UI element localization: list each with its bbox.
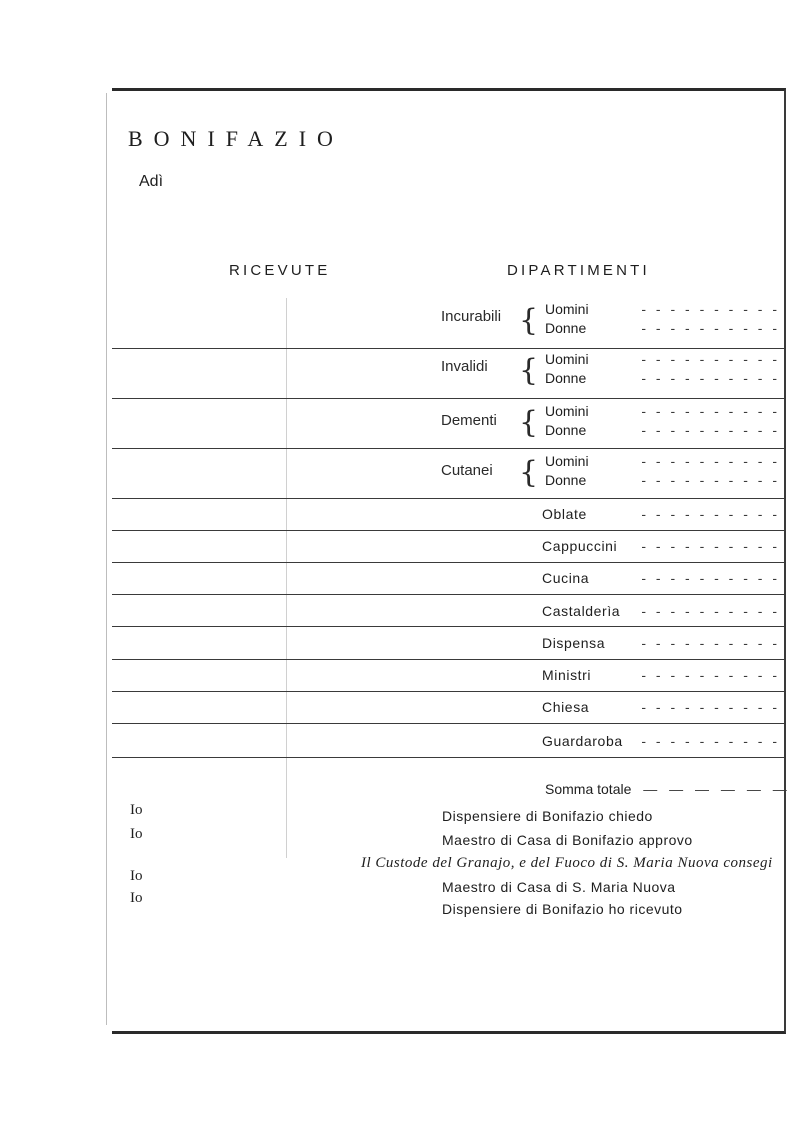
department-label: Guardaroba (542, 733, 623, 749)
row-cappuccini (112, 530, 784, 563)
total-fill: — — — — — — (643, 781, 791, 797)
dash-fill: - - - - - - - - - - (641, 538, 780, 554)
men-label: Uomini (545, 403, 589, 419)
row-oblate (112, 498, 784, 531)
department-label: Cucina (542, 570, 590, 586)
brace-icon: { (519, 303, 539, 338)
brace-icon: { (519, 455, 539, 490)
dash-fill: - - - - - - - - - - (641, 570, 780, 586)
row-chiesa (112, 691, 784, 724)
signature-maestro-approvo: Maestro di Casa di Bonifazio approvo (442, 832, 693, 848)
brace-icon: { (519, 405, 539, 440)
total-line (545, 781, 791, 797)
dash-fill: - - - - - - - - - - (641, 506, 780, 522)
brace-icon: { (519, 353, 539, 388)
row-ministri (112, 659, 784, 692)
total-label: Somma totale (545, 781, 632, 797)
dash-fill: - - - - - - - - - - (641, 403, 780, 419)
dash-fill: - - - - - - - - - - (641, 667, 780, 683)
dash-fill: - - - - - - - - - - (641, 733, 780, 749)
men-label: Uomini (545, 351, 589, 367)
dash-fill: - - - - - - - - - - (641, 453, 780, 469)
row-dispensa (112, 626, 784, 660)
women-label: Donne (545, 320, 587, 336)
department-label: Cappuccini (542, 538, 618, 554)
row-incurabili (112, 298, 784, 349)
dash-fill: - - - - - - - - - - (641, 320, 780, 336)
io-prefix: Io (130, 890, 143, 906)
women-label: Donne (545, 370, 587, 386)
row-guardaroba (112, 723, 784, 758)
row-castalderia (112, 594, 784, 627)
signature-maestro-santa-maria: Maestro di Casa di S. Maria Nuova (442, 879, 676, 895)
row-invalidi (112, 348, 784, 399)
department-label: Ministri (542, 667, 592, 683)
department-label: Castalderìa (542, 603, 621, 619)
dash-fill: - - - - - - - - - - (641, 422, 780, 438)
io-prefix: Io (130, 826, 143, 842)
group-label: Dementi (441, 412, 497, 429)
dash-fill: - - - - - - - - - - (641, 699, 780, 715)
men-label: Uomini (545, 453, 589, 469)
header-ricevute: RICEVUTE (229, 262, 331, 279)
signature-custode: Il Custode del Granajo, e del Fuoco di S. Maria Nuova consegi (361, 855, 773, 871)
dash-fill: - - - - - - - - - - (641, 635, 780, 651)
men-label: Uomini (545, 301, 589, 317)
signature-dispensiere-chiedo: Dispensiere di Bonifazio chiedo (442, 808, 653, 824)
row-cucina (112, 562, 784, 595)
women-label: Donne (545, 422, 587, 438)
header-dipartimenti: DIPARTIMENTI (507, 262, 650, 279)
department-label: Chiesa (542, 699, 590, 715)
department-label: Dispensa (542, 635, 606, 651)
department-label: Oblate (542, 506, 587, 522)
women-label: Donne (545, 472, 587, 488)
dash-fill: - - - - - - - - - - (641, 301, 780, 317)
dash-fill: - - - - - - - - - - (641, 370, 780, 386)
row-cutanei (112, 448, 784, 499)
dash-fill: - - - - - - - - - - (641, 472, 780, 488)
group-label: Cutanei (441, 462, 493, 479)
group-label: Incurabili (441, 308, 502, 325)
signature-dispensiere-ricevuto: Dispensiere di Bonifazio ho ricevuto (442, 901, 683, 917)
group-label: Invalidi (441, 358, 488, 375)
row-dementi (112, 398, 784, 449)
dash-fill: - - - - - - - - - - (641, 603, 780, 619)
date-label: Adì (139, 173, 164, 190)
dash-fill: - - - - - - - - - - (641, 351, 780, 367)
io-prefix: Io (130, 802, 143, 818)
form-title: BONIFAZIO (128, 126, 344, 151)
io-prefix: Io (130, 868, 143, 884)
